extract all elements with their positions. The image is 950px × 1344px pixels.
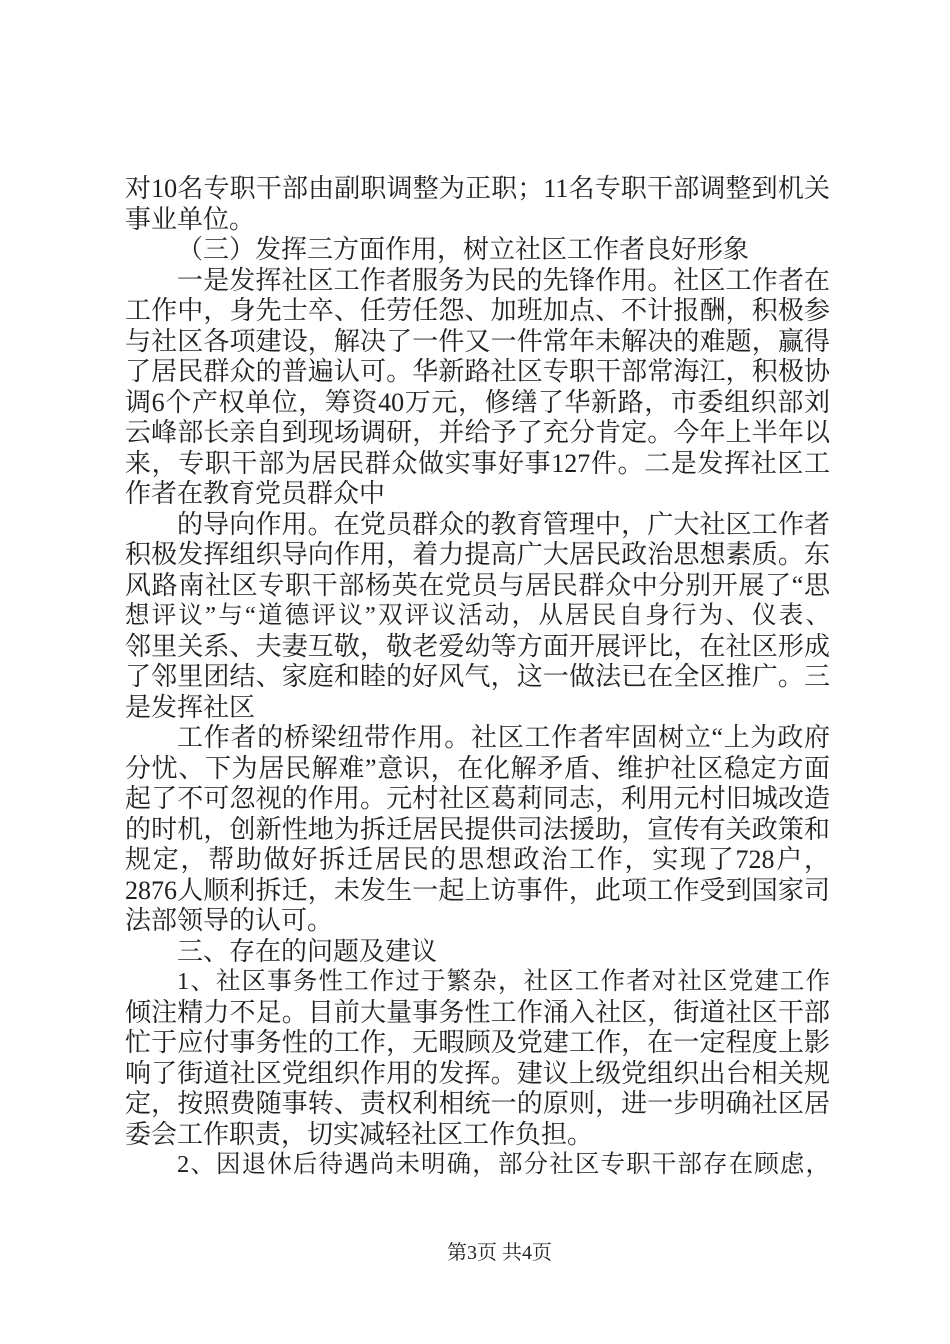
document-body [125, 174, 830, 1181]
text-line: 工作者的桥梁纽带作用。社区工作者牢固树立“上为政府 [177, 723, 830, 752]
section-heading: 三、存在的问题及建议 [177, 936, 438, 966]
text-line: 倾注精力不足。目前大量事务性工作涌入社区，街道社区干部 [125, 997, 830, 1027]
section-heading: （三）发挥三方面作用，树立社区工作者良好形象 [177, 235, 750, 264]
text-line: 对10名专职干部由副职调整为正职；11名专职干部调整到机关 [125, 174, 830, 203]
text-line: 忙于应付事务性的工作，无暇顾及党建工作，在一定程度上影 [125, 1028, 830, 1057]
text-line: 积极发挥组织导向作用，着力提高广大居民政治思想素质。东 [125, 540, 830, 569]
text-line: 法部领导的认可。 [125, 906, 334, 935]
text-line: 起了不可忽视的作用。元村社区葛莉同志，利用元村旧城改造 [125, 784, 830, 813]
text-line: 来，专职干部为居民群众做实事好事127件。二是发挥社区工 [125, 448, 830, 478]
text-line: 云峰部长亲自到现场调研，并给予了充分肯定。今年上半年以 [125, 418, 830, 447]
text-line: 邻里关系、夫妻互敬，敬老爱幼等方面开展评比，在社区形成 [125, 631, 830, 661]
text-line: 规定，帮助做好拆迁居民的思想政治工作，实现了728户， [125, 845, 830, 874]
text-line: 工作中，身先士卒、任劳任怨、加班加点、不计报酬，积极参 [125, 296, 830, 325]
text-line: 想评议”与“道德评议”双评议活动，从居民自身行为、仪表、 [125, 602, 830, 629]
text-line: 与社区各项建设，解决了一件又一件常年未解决的难题，赢得 [125, 326, 830, 356]
text-line: 一是发挥社区工作者服务为民的先锋作用。社区工作者在 [177, 265, 830, 295]
text-line: 1、社区事务性工作过于繁杂，社区工作者对社区党建工作 [177, 968, 830, 995]
text-line: 是发挥社区 [125, 692, 256, 722]
text-line: 2、因退休后待遇尚未明确，部分社区专职干部存在顾虑， [177, 1151, 830, 1178]
text-line: 了居民群众的普遍认可。华新路社区专职干部常海江，积极协 [125, 357, 830, 386]
text-line: 分忧、下为居民解难”意识，在化解矛盾、维护社区稳定方面 [125, 753, 830, 783]
text-line: 作者在教育党员群众中 [125, 479, 386, 508]
page-number-footer: 第3页 共4页 [447, 1242, 552, 1264]
text-line: 定，按照费随事转、责权利相统一的原则，进一步明确社区居 [125, 1089, 830, 1118]
text-line: 2876人顺利拆迁，未发生一起上访事件，此项工作受到国家司 [125, 875, 830, 905]
text-line: 的导向作用。在党员群众的教育管理中，广大社区工作者 [177, 509, 830, 539]
text-line: 风路南社区专职干部杨英在党员与居民群众中分别开展了“思 [125, 570, 830, 600]
text-line: 响了街道社区党组织作用的发挥。建议上级党组织出台相关规 [125, 1058, 830, 1088]
text-line: 事业单位。 [125, 204, 256, 234]
text-line: 的时机，创新性地为拆迁居民提供司法援助，宣传有关政策和 [125, 814, 830, 844]
text-line: 委会工作职责，切实减轻社区工作负担。 [125, 1119, 594, 1149]
text-line: 调6个产权单位，筹资40万元，修缮了华新路，市委组织部刘 [125, 387, 830, 417]
text-line: 了邻里团结、家庭和睦的好风气，这一做法已在全区推广。三 [125, 662, 830, 691]
